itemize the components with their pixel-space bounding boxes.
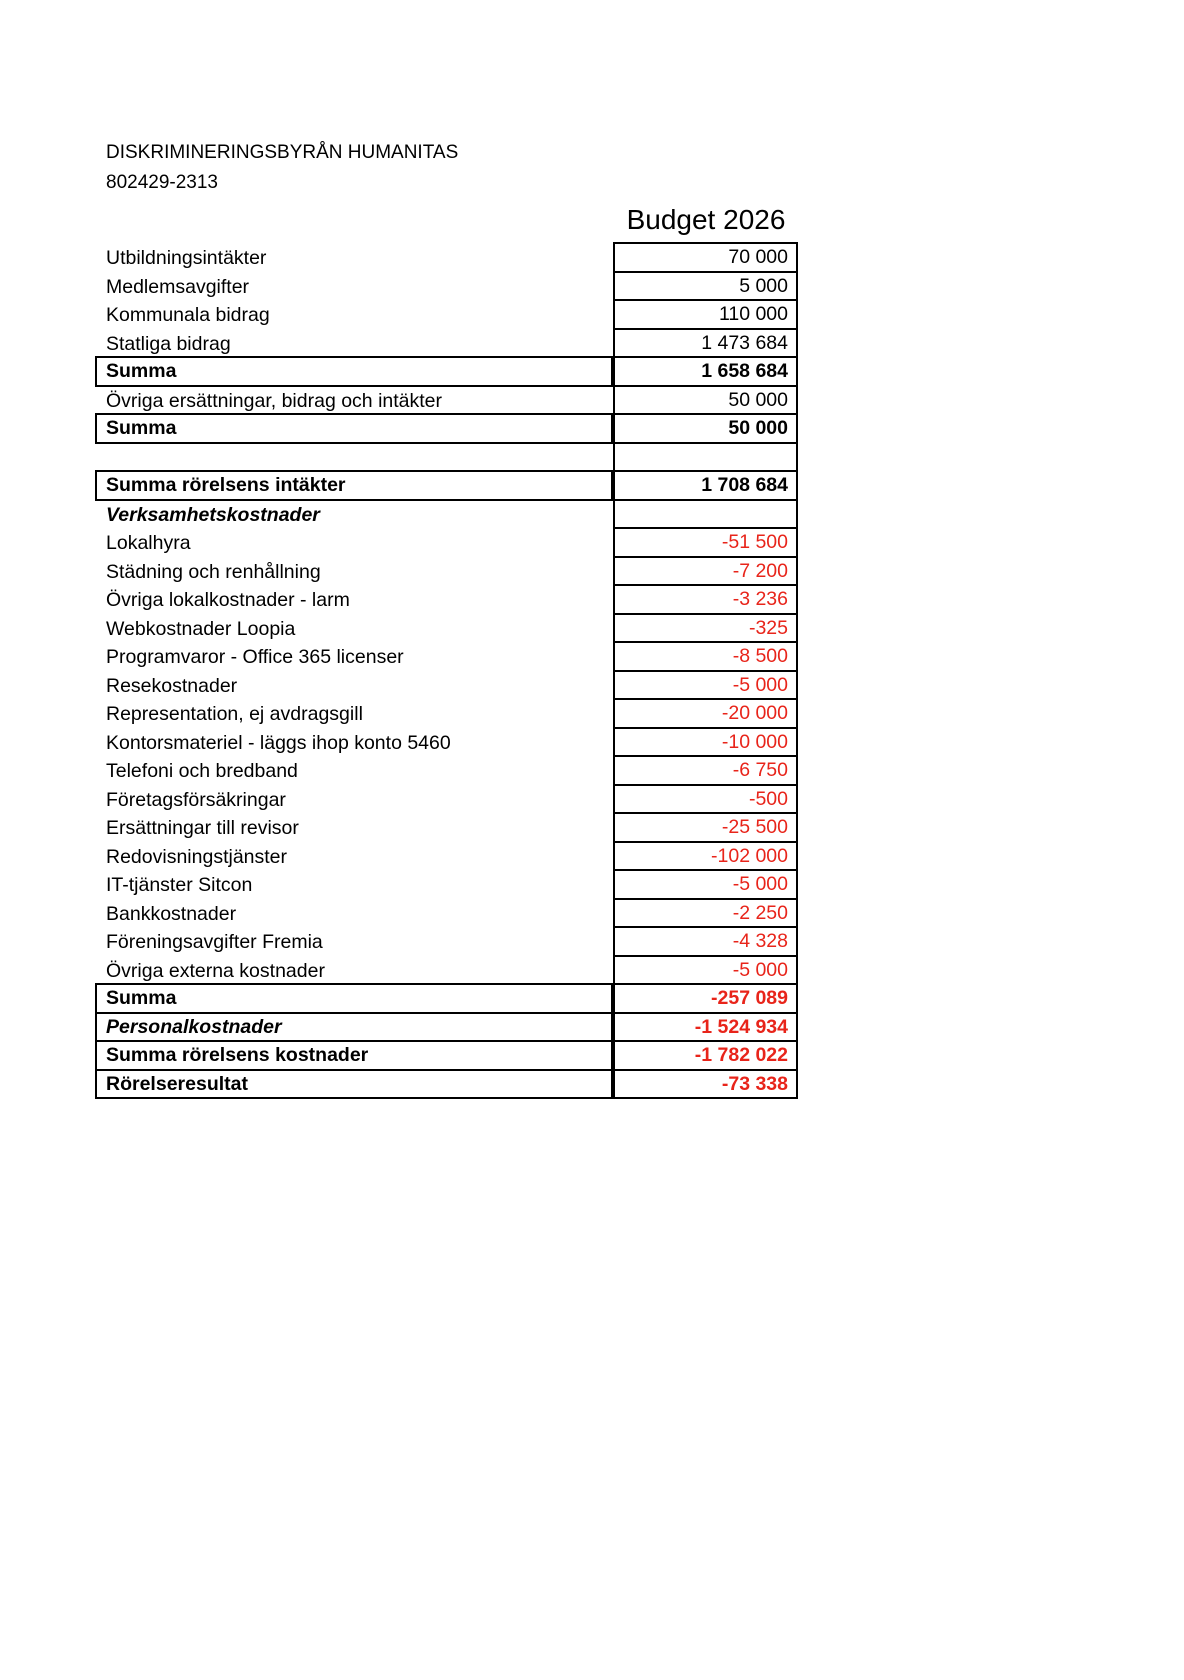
table-row bbox=[0, 983, 1184, 1014]
row-label: Kommunala bidrag bbox=[106, 304, 270, 326]
table-row bbox=[0, 1069, 1184, 1100]
row-label: Medlemsavgifter bbox=[106, 275, 250, 298]
row-value: -1 782 022 bbox=[613, 1042, 798, 1071]
row-label: Verksamhetskostnader bbox=[106, 503, 320, 526]
row-label: Företagsförsäkringar bbox=[106, 788, 286, 811]
row-value: -73 338 bbox=[613, 1071, 798, 1100]
row-label: Övriga lokalkostnader - larm bbox=[106, 589, 350, 611]
table-row bbox=[0, 242, 1184, 273]
table-row bbox=[0, 527, 1184, 558]
table-row bbox=[0, 499, 1184, 530]
row-label: Personalkostnader bbox=[95, 1014, 613, 1043]
row-value: 50 000 bbox=[613, 387, 798, 416]
table-row bbox=[0, 1040, 1184, 1071]
row-label: Summa rörelsens intäkter bbox=[95, 470, 613, 501]
row-label: Lokalhyra bbox=[106, 532, 191, 554]
budget-column-header: Budget 2026 bbox=[626, 204, 786, 235]
row-value: -3 236 bbox=[613, 586, 798, 615]
row-label: Telefoni och bredband bbox=[106, 760, 298, 782]
row-value: 110 000 bbox=[613, 301, 798, 330]
row-value: -5 000 bbox=[613, 871, 798, 900]
row-value: 1 473 684 bbox=[613, 330, 798, 359]
row-label: Redovisningstjänster bbox=[106, 845, 288, 868]
row-value bbox=[613, 501, 798, 530]
table-row bbox=[0, 356, 1184, 387]
table-row bbox=[0, 698, 1184, 729]
row-label: Representation, ej avdragsgill bbox=[106, 703, 363, 725]
row-label: Statliga bidrag bbox=[106, 332, 231, 355]
table-row bbox=[0, 442, 1184, 473]
row-label: Utbildningsintäkter bbox=[106, 247, 267, 269]
table-row bbox=[0, 271, 1184, 302]
table-row bbox=[0, 1012, 1184, 1043]
row-value: -257 089 bbox=[613, 985, 798, 1014]
row-value: -5 000 bbox=[613, 957, 798, 986]
row-label: Summa bbox=[95, 983, 613, 1014]
table-row bbox=[0, 613, 1184, 644]
table-row bbox=[0, 670, 1184, 701]
row-value bbox=[613, 444, 798, 473]
row-label bbox=[95, 443, 613, 474]
organization-number: 802429-2313 bbox=[106, 172, 218, 193]
row-label: Summa bbox=[95, 356, 613, 387]
table-row bbox=[0, 299, 1184, 330]
table-row bbox=[0, 556, 1184, 587]
row-value: -1 524 934 bbox=[613, 1014, 798, 1043]
row-value: -10 000 bbox=[613, 729, 798, 758]
table-row bbox=[0, 755, 1184, 786]
table-row bbox=[0, 926, 1184, 957]
row-value: -25 500 bbox=[613, 814, 798, 843]
table-row bbox=[0, 641, 1184, 672]
row-label: Summa bbox=[95, 413, 613, 444]
row-label: Övriga externa kostnader bbox=[106, 959, 325, 982]
row-value: -2 250 bbox=[613, 900, 798, 929]
row-label: Programvaror - Office 365 licenser bbox=[106, 646, 404, 668]
row-label: Resekostnader bbox=[106, 674, 238, 697]
table-row bbox=[0, 584, 1184, 615]
row-value: -6 750 bbox=[613, 757, 798, 786]
row-value: -5 000 bbox=[613, 672, 798, 701]
row-value: -51 500 bbox=[613, 529, 798, 558]
row-value: 5 000 bbox=[613, 273, 798, 302]
row-label: Föreningsavgifter Fremia bbox=[106, 931, 323, 953]
row-value: 1 658 684 bbox=[613, 358, 798, 387]
table-row bbox=[0, 385, 1184, 416]
row-label: Kontorsmateriel - läggs ihop konto 5460 bbox=[106, 731, 451, 754]
row-label: Övriga ersättningar, bidrag och intäkter bbox=[106, 389, 443, 412]
row-value: -7 200 bbox=[613, 558, 798, 587]
row-value: 70 000 bbox=[613, 242, 798, 273]
organization-name: DISKRIMINERINGSBYRÅN HUMANITAS bbox=[106, 142, 459, 163]
row-label: Rörelseresultat bbox=[95, 1071, 613, 1100]
row-value: -8 500 bbox=[613, 643, 798, 672]
table-row bbox=[0, 470, 1184, 501]
table-row bbox=[0, 328, 1184, 359]
row-value: -4 328 bbox=[613, 928, 798, 957]
table-row bbox=[0, 841, 1184, 872]
row-value: -102 000 bbox=[613, 843, 798, 872]
table-row bbox=[0, 727, 1184, 758]
table-row bbox=[0, 784, 1184, 815]
table-row bbox=[0, 812, 1184, 843]
row-label: IT-tjänster Sitcon bbox=[106, 874, 253, 896]
table-row bbox=[0, 955, 1184, 986]
row-label: Webkostnader Loopia bbox=[106, 617, 296, 640]
row-label: Summa rörelsens kostnader bbox=[95, 1042, 613, 1071]
row-label: Städning och renhållning bbox=[106, 560, 321, 583]
row-value: -325 bbox=[613, 615, 798, 644]
table-row bbox=[0, 869, 1184, 900]
table-row bbox=[0, 898, 1184, 929]
row-value: 50 000 bbox=[613, 415, 798, 444]
row-label: Bankkostnader bbox=[106, 902, 237, 925]
table-row bbox=[0, 413, 1184, 444]
row-value: -500 bbox=[613, 786, 798, 815]
row-label: Ersättningar till revisor bbox=[106, 817, 299, 839]
row-value: 1 708 684 bbox=[613, 472, 798, 501]
row-value: -20 000 bbox=[613, 700, 798, 729]
